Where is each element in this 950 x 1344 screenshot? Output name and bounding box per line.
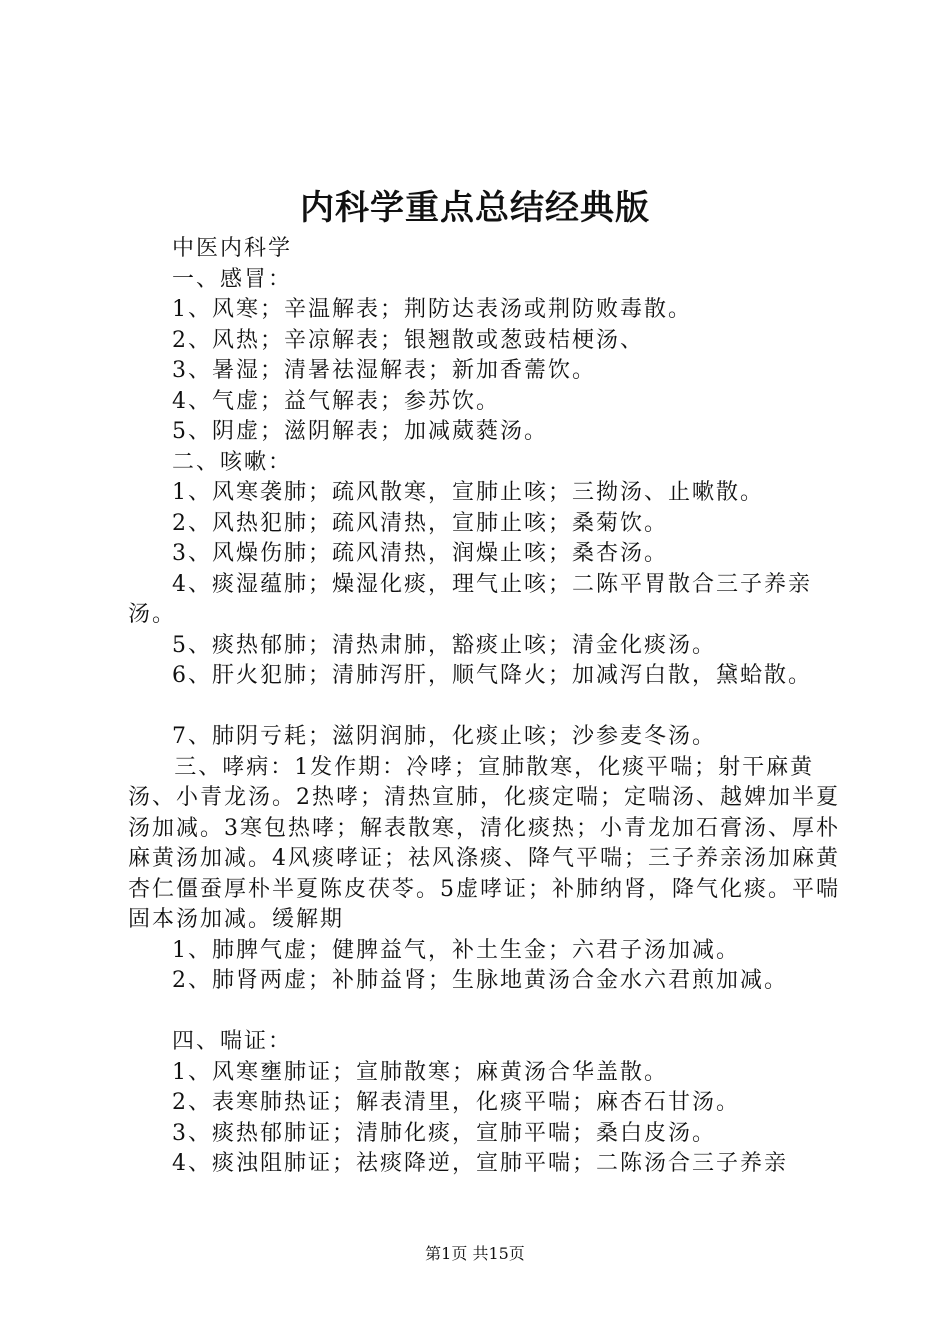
text-line: 6、肝火犯肺；清肺泻肝，顺气降火；加减泻白散，黛蛤散。 (172, 663, 812, 688)
page-number: 第1页 共15页 (425, 1244, 525, 1263)
text-line: 2、表寒肺热证；解表清里，化痰平喘；麻杏石甘汤。 (172, 1090, 740, 1115)
blank-line (128, 692, 840, 723)
text-line: 1、肺脾气虚；健脾益气，补土生金；六君子汤加减。 (172, 937, 740, 963)
text-line: 1、风寒；辛温解表；荆防达表汤或荆防败毒散。 (172, 297, 692, 322)
text-line: 5、痰热郁肺；清热肃肺，豁痰止咳；清金化痰汤。 (172, 632, 716, 658)
document-body (128, 234, 840, 1180)
text-line: 3、暑湿；清暑祛湿解表；新加香薷饮。 (172, 358, 596, 383)
section-heading: 中医内科学 (172, 236, 293, 261)
text-line: 2、风热；辛凉解表；银翘散或葱豉桔梗汤、 (172, 327, 644, 353)
text-line: 2、肺肾两虚；补肺益肾；生脉地黄汤合金水六君煎加减。 (172, 968, 788, 993)
section-heading: 一、感冒： (172, 266, 293, 292)
text-paragraph: 三、哮病：1发作期：冷哮；宣肺散寒，化痰平喘；射干麻黄汤、小青龙汤。2热哮；清热宣肺，化痰定喘；定喘汤、越婢加半夏汤加减。3寒包热哮；解表散寒，清化痰热；小青龙加石膏汤、厚朴麻黄汤加减。4风痰哮证；祛风涤痰、降气平喘；三子养亲汤加麻黄杏仁僵蚕厚朴半夏陈皮茯苓。5虚哮证；补肺纳肾，降气化痰。平喘固本汤加减。缓解期 (128, 754, 840, 932)
text-line: 3、风燥伤肺；疏风清热，润燥止咳；桑杏汤。 (172, 541, 668, 566)
text-line: 3、痰热郁肺证；清肺化痰，宣肺平喘；桑白皮汤。 (172, 1120, 716, 1146)
text-line: 2、风热犯肺；疏风清热，宣肺止咳；桑菊饮。 (172, 510, 668, 536)
text-line: 5、阴虚；滋阴解表；加减葳蕤汤。 (172, 419, 548, 444)
blank-line (128, 997, 840, 1028)
text-line: 1、风寒壅肺证；宣肺散寒；麻黄汤合华盖散。 (172, 1059, 668, 1085)
section-heading: 二、咳嗽： (172, 449, 293, 475)
document-title: 内科学重点总结经典版 (300, 188, 650, 228)
text-line: 4、痰浊阻肺证；祛痰降逆，宣肺平喘；二陈汤合三子养亲 (172, 1151, 788, 1176)
text-line: 1、风寒袭肺；疏风散寒，宣肺止咳；三拗汤、止嗽散。 (172, 480, 764, 505)
section-heading: 四、喘证： (172, 1029, 293, 1054)
text-line: 4、痰湿蕴肺；燥湿化痰，理气止咳；二陈平胃散合三子养亲汤。 (128, 571, 812, 627)
text-line: 4、气虚；益气解表；参苏饮。 (172, 388, 500, 414)
text-line: 7、肺阴亏耗；滋阴润肺，化痰止咳；沙参麦冬汤。 (172, 724, 716, 749)
